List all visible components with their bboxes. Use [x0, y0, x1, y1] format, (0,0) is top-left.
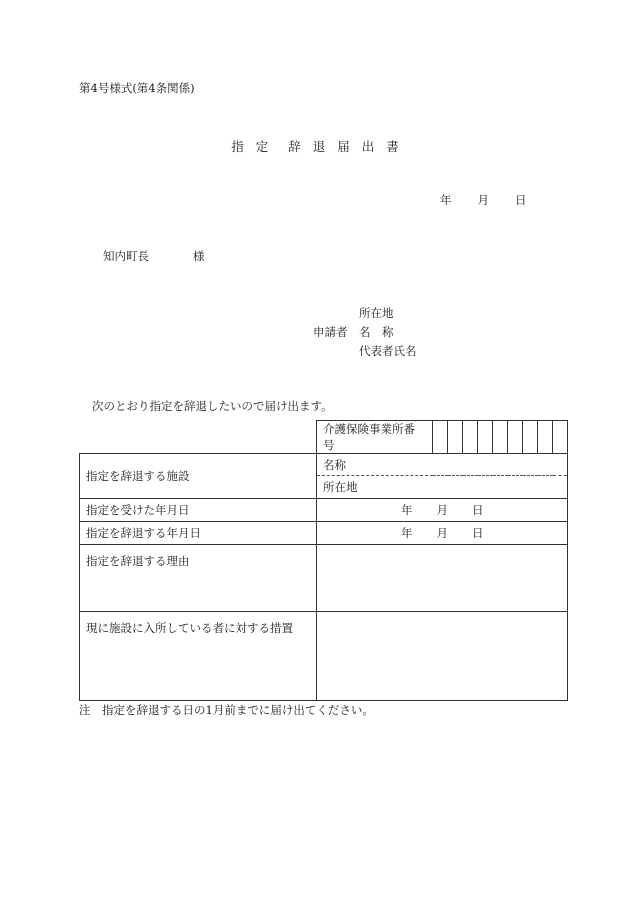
document-title — [0, 137, 630, 155]
reason-label: 指定を辞退する理由 — [80, 545, 317, 612]
facility-name-field[interactable] — [317, 454, 568, 476]
withdraw-date-field[interactable] — [317, 522, 568, 545]
form-number: 第4号様式(第4条関係) — [79, 81, 195, 95]
measures-field[interactable] — [317, 612, 568, 701]
facility-address-field[interactable] — [317, 476, 568, 499]
withdrawal-table — [79, 420, 568, 701]
reg-number-label: 介護保険事業所番号 — [317, 421, 433, 454]
reg-digit-cell[interactable] — [508, 421, 523, 454]
date-day: 日 — [515, 193, 527, 207]
title-char: 定 — [255, 139, 269, 154]
applicant-prefix: 申請者 — [313, 325, 348, 339]
title-char: 指 — [231, 139, 244, 154]
date-month: 月 — [477, 193, 489, 207]
applicant-block — [313, 304, 417, 361]
addressee-name: 知内町長 — [103, 249, 149, 263]
date-day: 日 — [472, 503, 484, 517]
submission-date — [440, 192, 527, 208]
reg-digit-cell[interactable] — [478, 421, 493, 454]
title-char: 辞 — [288, 139, 301, 154]
received-date-label: 指定を受けた年月日 — [80, 499, 317, 522]
date-month: 月 — [436, 503, 448, 517]
received-date-field[interactable] — [317, 499, 568, 522]
reg-digit-cell[interactable] — [433, 421, 448, 454]
applicant-address-label: 所在地 — [359, 306, 394, 320]
facility-label: 指定を辞退する施設 — [80, 454, 317, 499]
reg-digit-cell[interactable] — [493, 421, 508, 454]
reg-digit-cell[interactable] — [463, 421, 478, 454]
date-day: 日 — [472, 526, 484, 540]
date-year: 年 — [440, 193, 452, 207]
reg-digit-cell[interactable] — [523, 421, 538, 454]
reg-digit-cell[interactable] — [448, 421, 463, 454]
date-year: 年 — [401, 503, 413, 517]
footnote: 注 指定を辞退する日の1月前までに届け出てください。 — [79, 703, 374, 717]
title-char: 退 — [312, 139, 326, 154]
reg-digit-cell[interactable] — [553, 421, 568, 454]
withdraw-date-label: 指定を辞退する年月日 — [80, 522, 317, 545]
title-char: 書 — [386, 139, 399, 154]
facility-name-label: 名称 — [323, 457, 346, 472]
reason-field[interactable] — [317, 545, 568, 612]
title-char: 届 — [337, 139, 350, 154]
date-month: 月 — [436, 526, 448, 540]
reg-digit-cell[interactable] — [538, 421, 553, 454]
title-char: 出 — [361, 139, 375, 154]
date-year: 年 — [401, 526, 413, 540]
applicant-name-label: 名 称 — [359, 325, 394, 339]
addressee — [103, 248, 205, 264]
intro-text: 次のとおり指定を辞退したいので届け出ます。 — [92, 399, 333, 413]
applicant-rep-label: 代表者氏名 — [359, 344, 417, 358]
addressee-honorific: 様 — [193, 249, 205, 263]
measures-label: 現に施設に入所している者に対する措置 — [80, 612, 317, 701]
facility-address-label: 所在地 — [323, 480, 358, 494]
